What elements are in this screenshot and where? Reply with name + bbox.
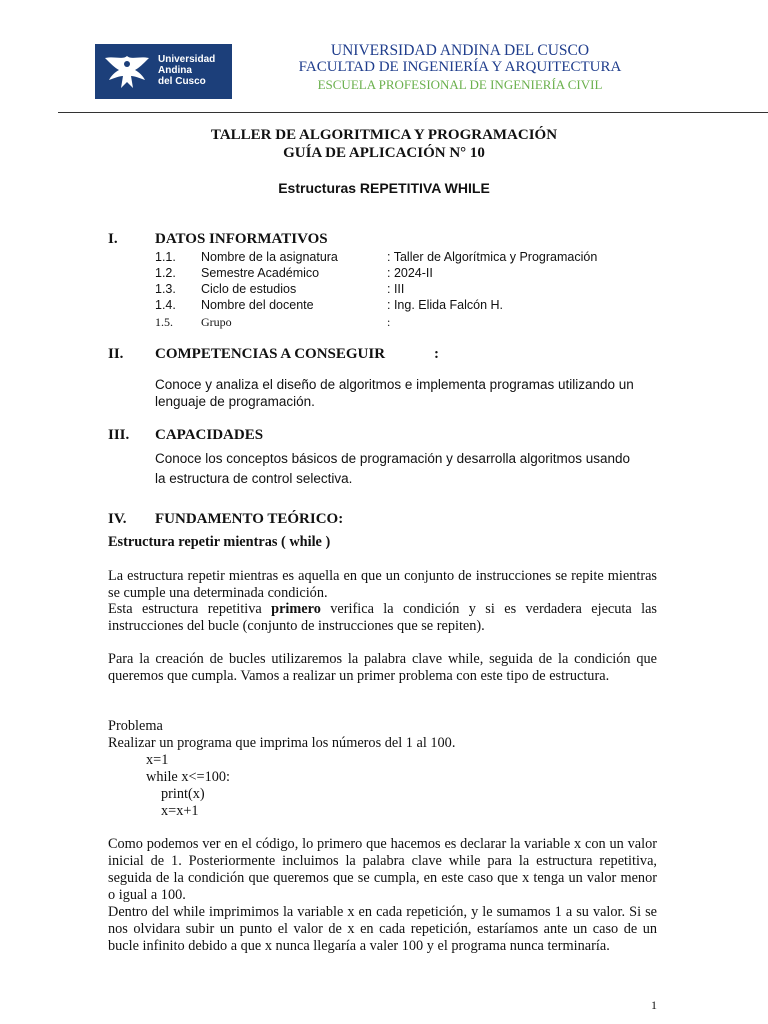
faculty-name: FACULTAD DE INGENIERÍA Y ARQUITECTURA	[298, 59, 622, 75]
competencias-text: Conoce y analiza el diseño de algoritmos e implementa programas utilizando un lenguaje de programación.	[155, 377, 634, 409]
logo-text: Universidad Andina del Cusco	[158, 54, 216, 87]
paragraph: Esta estructura repetitiva primero verifica la condición y si es verdadera ejecuta las instrucciones del bucle (conjunto de instrucciones que se repiten).	[108, 601, 657, 634]
paragraph: Para la creación de bucles utilizaremos la palabra clave while, seguida de la condición que queremos que cumpla. Vamos a realizar un primer problema con este tipo de estructura.	[108, 651, 657, 684]
university-name: UNIVERSIDAD ANDINA DEL CUSCO	[330, 42, 590, 59]
paragraph: Como podemos ver en el código, lo primero que hacemos es declarar la variable x con un valor inicial de 1. Posteriormente incluimos la palabra clave while para la estructura repetitiva, seguida de la condición que queremos que se cumpla, en este caso que x tenga un valor menor o igual a 100.	[108, 836, 657, 903]
paragraph: La estructura repetir mientras es aquella en que un conjunto de instrucciones se repite mientras se cumple una determinada condición.	[108, 568, 657, 601]
university-logo	[95, 44, 232, 99]
school-name: ESCUELA PROFESIONAL DE INGENIERÍA CIVIL	[317, 77, 603, 92]
section-heading-competencias: II. COMPETENCIAS A CONSEGUIR :	[108, 346, 439, 362]
page-number: 1	[651, 998, 657, 1012]
subsection-heading: Estructura repetir mientras ( while )	[108, 534, 331, 550]
code-line: x=x+1	[161, 803, 199, 819]
code-line: print(x)	[161, 786, 205, 802]
problem-statement: Realizar un programa que imprima los números del 1 al 100.	[108, 735, 456, 751]
document-subtitle: Estructuras REPETITIVA WHILE	[278, 180, 490, 196]
section-heading-datos: I. DATOS INFORMATIVOS	[108, 231, 328, 247]
code-line: while x<=100:	[146, 769, 231, 785]
header-divider	[58, 112, 768, 113]
capacidades-text: Conoce los conceptos básicos de programación y desarrolla algoritmos usando la estructura de control selectiva.	[155, 451, 631, 486]
guide-title: GUÍA DE APLICACIÓN N° 10	[283, 145, 485, 161]
section-heading-capacidades: III. CAPACIDADES	[108, 427, 264, 443]
paragraph: Dentro del while imprimimos la variable x en cada repetición, y le sumamos 1 a su valor. Si se nos olvidara subir un punto el valor de x en cada repetición, estaríamos ante un caso de un bucle infinito debido a que x nunca llegaría a valer 100 y el programa nunca terminaría.	[108, 904, 657, 954]
condor-icon	[101, 50, 153, 94]
document-title: TALLER DE ALGORITMICA Y PROGRAMACIÓN	[210, 127, 558, 143]
section-heading-fundamento: IV. FUNDAMENTO TEÓRICO:	[108, 511, 344, 527]
problem-label: Problema	[108, 718, 163, 734]
code-line: x=1	[146, 752, 169, 768]
